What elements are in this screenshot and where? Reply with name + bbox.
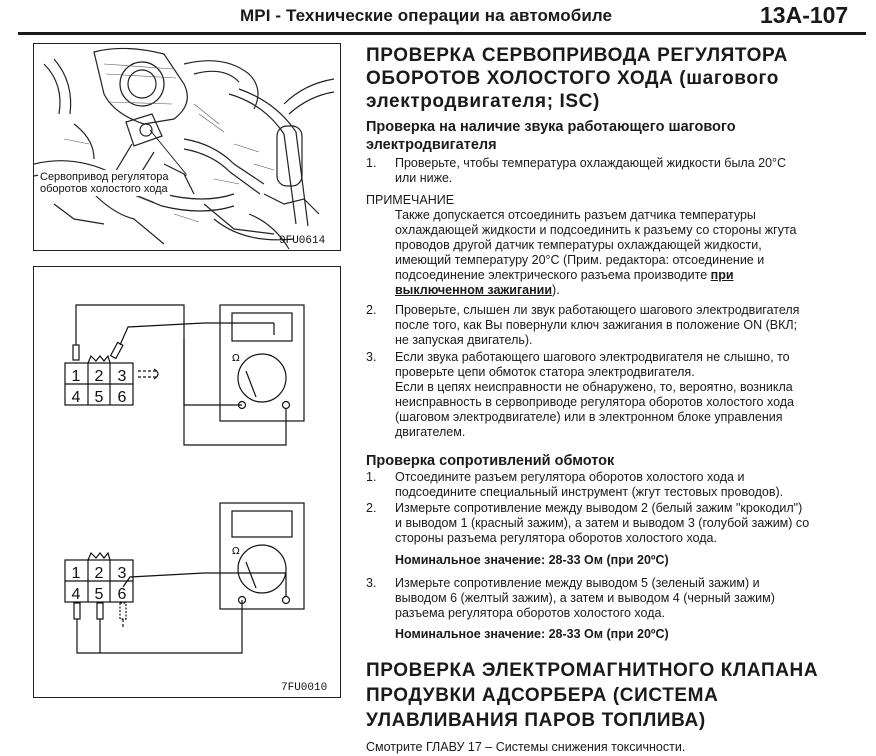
step-line: двигателем. (395, 425, 466, 439)
s2-step-2 (366, 501, 866, 547)
step-number: 2. (366, 303, 377, 317)
pin-1-top: 1 (71, 368, 81, 385)
step-line: после того, как Вы повернули ключ зажигания в положение ON (ВКЛ; (395, 318, 798, 332)
note-emphasis: при (710, 268, 734, 282)
page-number: 13A-107 (760, 2, 849, 28)
s1-step-3 (366, 350, 866, 442)
figure-code: 7FU0010 (281, 682, 328, 694)
header-title: Технические операции на автомобиле (285, 6, 613, 25)
step-line: Измерьте сопротивление между выводом 5 (зеленый зажим) и (395, 576, 760, 590)
step-line: Если в цепях неисправности не обнаружено, то, вероятно, возникла (395, 380, 793, 394)
title-line: ПРОДУВКИ АДСОРБЕРА (СИСТЕМА (366, 685, 719, 706)
note-label: ПРИМЕЧАНИЕ (366, 193, 455, 207)
note-line: имеющий температуру 20°C (Прим. редактора: отсоединение и (395, 253, 765, 267)
nominal-text: Номинальное значение: 28-33 Ом (при 20ºC) (395, 627, 669, 641)
section-3-title (366, 658, 866, 733)
step-line: подсоедините специальный инструмент (жгут тестовых проводов). (395, 485, 784, 499)
step-number: 3. (366, 350, 377, 364)
header-separator: - (270, 6, 286, 25)
step-line: выводом 6 (желтый зажим), а затем и выводом 4 (черный зажим) (395, 591, 775, 605)
step-line: Проверьте, слышен ли звук работающего шагового электродвигателя (395, 303, 800, 317)
pin-4-bottom: 4 (71, 586, 81, 603)
isc-photo-figure (33, 43, 341, 251)
pin-1-bottom: 1 (71, 565, 81, 582)
section-1-title (366, 44, 866, 113)
step-line: проверьте цепи обмоток статора электродвигателя. (395, 365, 695, 379)
note-emphasis: выключенном зажигании (395, 283, 553, 297)
subtitle-line: Проверка на наличие звука работающего шагового (366, 119, 736, 135)
engine-illustration (34, 44, 340, 250)
step-line: стороны разъема регулятора оборотов холостого хода. (395, 531, 717, 545)
step-number: 3. (366, 576, 377, 590)
nominal-value-2 (366, 627, 866, 642)
pin-4-top: 4 (71, 389, 81, 406)
s1-step-2 (366, 303, 866, 349)
note-line: подсоединение электрического разъема производите (395, 268, 708, 282)
step-number: 2. (366, 501, 377, 515)
nominal-text: Номинальное значение: 28-33 Ом (при 20ºC) (395, 553, 669, 567)
header-rule (18, 32, 866, 35)
step-line: (шаговом электродвигателе) или в электронном блоке управления (395, 410, 783, 424)
pin-2-top: 2 (94, 368, 104, 385)
step-line: не запуская двигатель). (395, 333, 533, 347)
pin-3-top: 3 (117, 368, 127, 385)
step-line: Отсоедините разъем регулятора оборотов холостого хода и (395, 470, 745, 484)
isc-callout (38, 170, 170, 196)
note-end: ). (552, 283, 560, 297)
pin-2-bottom: 2 (94, 565, 104, 582)
note-line: проводов другой датчик температуры охлаждающей жидкости, (395, 238, 762, 252)
figure-code: 9FU0614 (279, 235, 326, 247)
s1-step-1 (366, 156, 866, 186)
wiring-figure (33, 266, 341, 698)
title-line: ОБОРОТОВ ХОЛОСТОГО ХОДА (шагового (366, 68, 780, 89)
subtitle-line: электродвигателя (366, 137, 497, 153)
title-line: электродвигателя; ISC) (366, 91, 600, 112)
note-body (366, 208, 866, 298)
ohm-symbol-top: Ω (232, 353, 240, 364)
note-line: Также допускается отсоединить разъем датчика температуры (395, 208, 756, 222)
title-line: УЛАВЛИВАНИЯ ПАРОВ ТОПЛИВА) (366, 710, 706, 731)
step-line: и выводом 1 (красный зажим), а затем и выводом 3 (голубой зажим) со (395, 516, 810, 530)
page-header-title (240, 6, 612, 26)
isc-callout-line-2: оборотов холостого хода (40, 183, 168, 195)
title-line: ПРОВЕРКА ЭЛЕКТРОМАГНИТНОГО КЛАПАНА (366, 660, 819, 681)
isc-callout-line-1: Сервопривод регулятора (40, 171, 169, 183)
step-line: Если звука работающего шагового электродвигателя не слышно, то (395, 350, 790, 364)
pin-3-bottom: 3 (117, 565, 127, 582)
s2-step-3 (366, 576, 866, 622)
section-2-subtitle: Проверка сопротивлений обмоток (366, 453, 615, 469)
step-number: 1. (366, 156, 377, 170)
ohm-symbol-bottom: Ω (232, 546, 240, 557)
step-line: неисправность в сервоприводе регулятора оборотов холостого хода (395, 395, 794, 409)
step-number: 1. (366, 470, 377, 484)
pin-5-bottom: 5 (94, 586, 104, 603)
pin-6-bottom: 6 (117, 586, 127, 603)
step-line: разъема регулятора оборотов холостого хода. (395, 606, 665, 620)
section-3-reference: Смотрите ГЛАВУ 17 – Системы снижения токсичности. (366, 740, 686, 754)
pin-5-top: 5 (94, 389, 104, 406)
s2-step-1 (366, 470, 866, 500)
title-line: ПРОВЕРКА СЕРВОПРИВОДА РЕГУЛЯТОРА (366, 45, 788, 66)
section-1-subtitle (366, 118, 866, 154)
nominal-value-1 (366, 553, 866, 568)
wiring-diagram (34, 267, 340, 697)
step-line: Проверьте, чтобы температура охлаждающей жидкости была 20°C (395, 156, 787, 170)
note-line: охлаждающей жидкости и подсоединить к разъему со стороны жгута (395, 223, 797, 237)
pin-6-top: 6 (117, 389, 127, 406)
section-code: MPI (240, 6, 271, 25)
step-line: Измерьте сопротивление между выводом 2 (белый зажим "крокодил") (395, 501, 803, 515)
step-line: или ниже. (395, 171, 453, 185)
